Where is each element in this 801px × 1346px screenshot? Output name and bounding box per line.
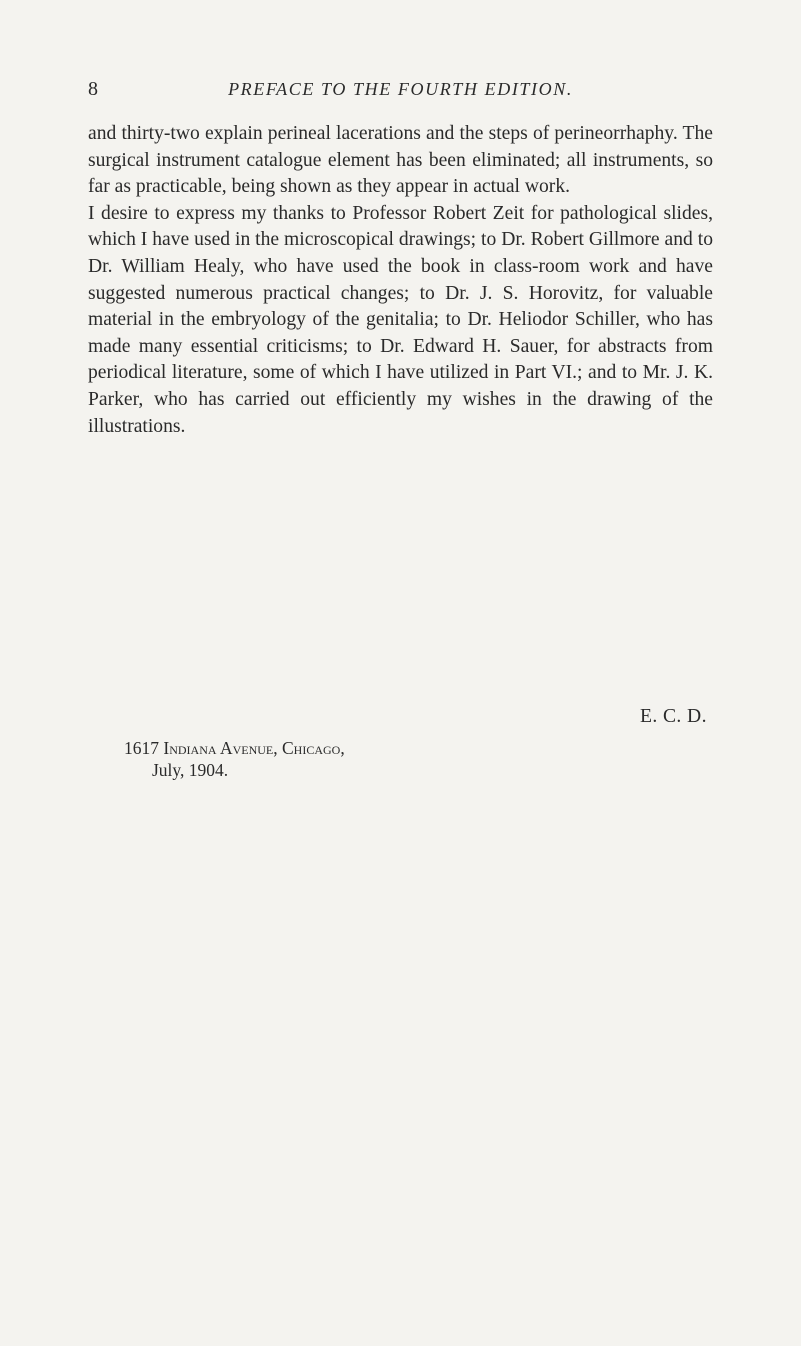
author-initials: E. C. D. [640,706,707,727]
dateline [124,737,345,781]
paragraph-continuation: and thirty-two explain perineal lacerations and the steps of perineorrhaphy. The surgical instrument catalogue element has been eliminated; all instruments, so far as practicable, being shown as they appear in actual work. [88,123,713,198]
running-head-title: PREFACE TO THE FOURTH EDITION. [228,79,573,99]
preface-body [88,121,713,440]
running-head [88,78,713,108]
dateline-address: 1617 Indiana Avenue, Chicago, [124,738,345,758]
dateline-date: July, 1904. [152,760,229,780]
paragraph-acknowledgments: I desire to express my thanks to Professor Robert Zeit for pathological slides, which I have used in the microscopical drawings; to Dr. Robert Gillmore and to Dr. William Healy, who have used the book in class-room work and have suggested numerous practical changes; to Dr. J. S. Horovitz, for valuable material in the embryology of the genitalia; to Dr. Heliodor Schiller, who has made many essential criticisms; to Dr. Edward H. Sauer, for abstracts from periodical literature, some of which I have utilized in Part VI.; and to Mr. J. K. Parker, who has carried out efficiently my wishes in the drawing of the illustrations. [88,202,713,437]
page-number: 8 [88,78,99,100]
